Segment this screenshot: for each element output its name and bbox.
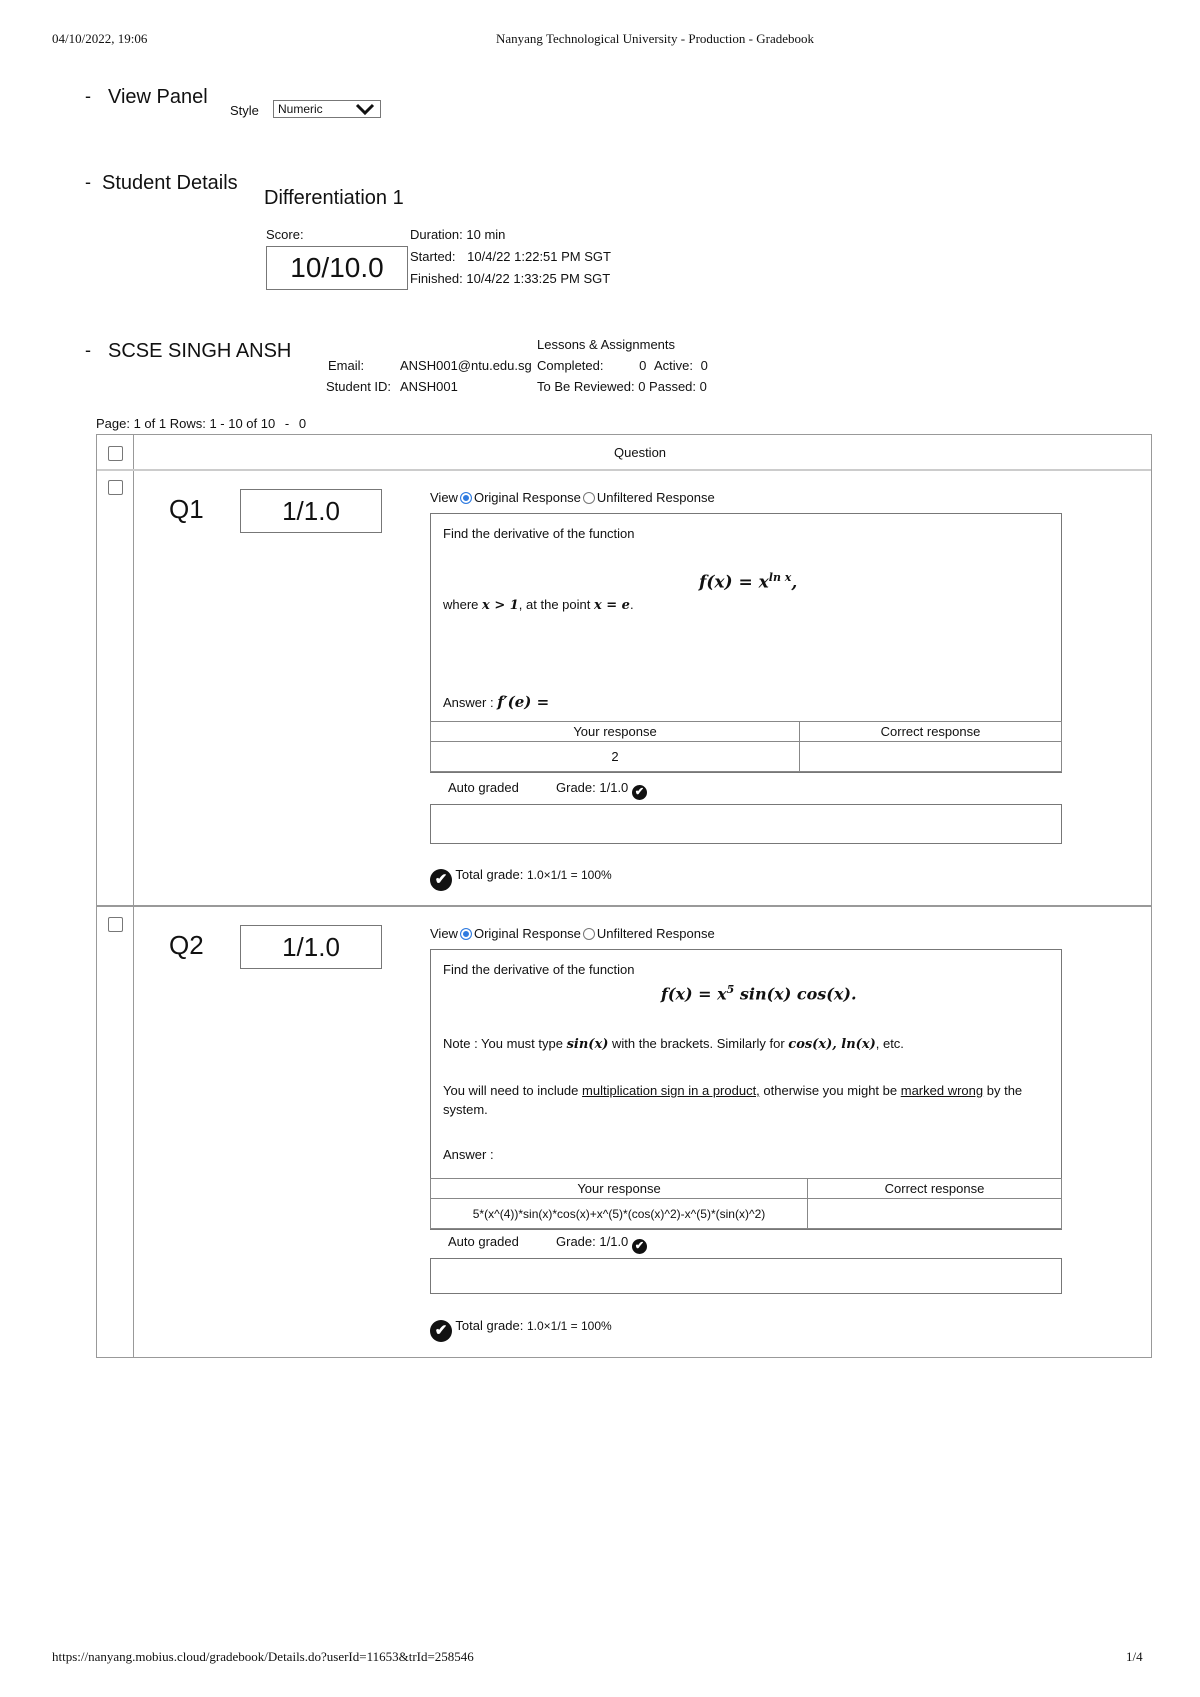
lessons-title: Lessons & Assignments <box>537 337 676 352</box>
select-all-checkbox[interactable] <box>108 446 123 461</box>
finished-row <box>410 271 610 286</box>
question-formula-q2 <box>661 983 857 1003</box>
total-grade-row-q2 <box>430 1318 612 1342</box>
question-prompt-q1: Find the derivative of the function <box>443 526 635 541</box>
question-prompt-q2: Find the derivative of the function <box>443 962 635 977</box>
grade-label-q1: Grade: <box>556 780 596 795</box>
total-label-q1: Total grade: <box>455 867 524 882</box>
correct-response-header-q1: Correct response <box>800 722 1062 742</box>
pagination <box>96 416 306 431</box>
formula-base-q1: f(x) = x <box>699 572 769 593</box>
formula-base-q2: f(x) = x <box>661 984 727 1004</box>
total-label-q2: Total grade: <box>455 1318 524 1333</box>
formula-tail-q2: sin(x) cos(x). <box>734 984 857 1004</box>
question-formula-q1 <box>699 571 797 593</box>
student-id-label: Student ID: <box>326 379 392 394</box>
pagination-dash: - <box>284 416 290 431</box>
total-value-q1: 1.0×1/1 = 100% <box>526 868 612 882</box>
passed-value: 0 <box>699 379 707 394</box>
formula-tail-q1: , <box>791 572 798 593</box>
where-point-q1: x = e <box>593 598 630 613</box>
feedback-box-q2[interactable] <box>430 1258 1062 1294</box>
view-options-q2 <box>430 926 715 941</box>
started-row <box>410 249 611 264</box>
started-label: Started: <box>410 249 456 264</box>
row-checkbox-q2[interactable] <box>108 917 123 932</box>
view-label-q1: View <box>430 490 458 505</box>
view-panel-toggle[interactable]: - <box>85 86 91 106</box>
question-panel-q1 <box>430 513 1062 773</box>
question-score-q1: 1/1.0 <box>240 489 382 533</box>
your-response-header-q2: Your response <box>431 1179 808 1199</box>
where-cond-q1: x > 1 <box>482 598 519 613</box>
header-divider <box>97 469 1151 471</box>
grade-value-q2: 1/1.0 <box>599 1234 629 1249</box>
view-label-q2: View <box>430 926 458 941</box>
passed-label: Passed: <box>649 379 697 394</box>
pagination-text: Page: 1 of 1 Rows: 1 - 10 of 10 <box>96 416 276 431</box>
formula-exponent-q2: 5 <box>726 983 735 996</box>
row-checkbox-q1[interactable] <box>108 480 123 495</box>
finished-value: 10/4/22 1:33:25 PM SGT <box>466 271 611 286</box>
score-label: Score: <box>266 227 304 242</box>
student-id-value: ANSH001 <box>400 379 458 394</box>
radio-unfiltered-q2[interactable] <box>583 928 595 940</box>
feedback-box-q1[interactable] <box>430 804 1062 844</box>
completed-row <box>537 358 708 373</box>
question-note-q2 <box>443 1036 1043 1052</box>
original-response-label-q1[interactable]: Original Response <box>473 490 581 505</box>
info-link-marked-wrong-q2[interactable]: marked wrong <box>900 1083 984 1098</box>
student-name: SCSE SINGH ANSH <box>108 340 292 362</box>
question-label-q1: Q1 <box>169 494 204 524</box>
where-mid-q1: , at the point <box>518 597 591 612</box>
original-response-label-q2[interactable]: Original Response <box>473 926 581 941</box>
note-cos-q2: cos(x), ln(x) <box>788 1037 876 1052</box>
unfiltered-response-label-q2[interactable]: Unfiltered Response <box>596 926 715 941</box>
student-toggle[interactable]: - <box>85 340 91 360</box>
duration-row <box>410 227 505 242</box>
auto-graded-q1: Auto graded <box>448 780 519 795</box>
duration-value: 10 min <box>466 227 506 242</box>
question-info-q2 <box>443 1081 1047 1119</box>
column-divider <box>133 435 134 1357</box>
correct-response-header-q2: Correct response <box>808 1179 1062 1199</box>
question-panel-q2 <box>430 949 1062 1230</box>
where-end-q1: . <box>629 597 634 612</box>
style-label: Style <box>230 103 259 118</box>
duration-label: Duration: <box>410 227 463 242</box>
question-score-q2: 1/1.0 <box>240 925 382 969</box>
auto-graded-q2: Auto graded <box>448 1234 519 1249</box>
answer-label-q1: Answer : <box>443 695 494 710</box>
info-pre-q2: You will need to include <box>443 1083 579 1098</box>
question-label-q2: Q2 <box>169 930 204 960</box>
active-label: Active: <box>653 358 693 373</box>
your-response-q2: 5*(x^(4))*sin(x)*cos(x)+x^(5)*(cos(x)^2)-x^(5)*(sin(x)^2) <box>431 1199 808 1229</box>
radio-unfiltered-q1[interactable] <box>583 492 595 504</box>
reviewed-row <box>537 379 707 394</box>
response-table-q1 <box>430 721 1062 772</box>
active-value: 0 <box>700 358 708 373</box>
score-box: 10/10.0 <box>266 246 408 290</box>
pagination-zero: 0 <box>298 416 307 431</box>
started-value: 10/4/22 1:22:51 PM SGT <box>467 249 611 264</box>
your-response-q1: 2 <box>431 742 800 772</box>
where-pre-q1: where <box>443 597 479 612</box>
question-header: Question <box>614 445 667 460</box>
info-link-multiplication-q2[interactable]: multiplication sign in a product, <box>582 1083 760 1098</box>
unfiltered-response-label-q1[interactable]: Unfiltered Response <box>596 490 715 505</box>
reviewed-label: To Be Reviewed: <box>537 379 635 394</box>
grade-value-q1: 1/1.0 <box>599 780 629 795</box>
answer-math-q1: f′(e) = <box>497 693 550 711</box>
total-grade-row-q1 <box>430 867 612 891</box>
finished-label: Finished: <box>410 271 463 286</box>
student-details-title: Student Details <box>102 172 238 194</box>
info-mid-q2: otherwise you might be <box>763 1083 898 1098</box>
note-pre-q2: Note : You must type <box>443 1036 563 1051</box>
question-condition-q1 <box>443 597 634 613</box>
view-panel-title: View Panel <box>108 86 208 108</box>
answer-row-q1 <box>443 693 549 711</box>
total-value-q2: 1.0×1/1 = 100% <box>526 1319 612 1333</box>
print-url: https://nanyang.mobius.cloud/gradebook/Details.do?userId=11653&trId=258546 <box>52 1649 474 1664</box>
email-value: ANSH001@ntu.edu.sg <box>400 358 532 373</box>
check-circle-icon: ✔ <box>632 785 647 800</box>
note-end-q2: , etc. <box>875 1036 904 1051</box>
print-title: Nanyang Technological University - Production - Gradebook <box>496 31 814 46</box>
note-mid-q2: with the brackets. Similarly for <box>611 1036 785 1051</box>
grade-label-q2: Grade: <box>556 1234 596 1249</box>
check-circle-icon: ✔ <box>632 1239 647 1254</box>
grade-row-q1 <box>556 780 647 800</box>
row-divider <box>97 905 1151 907</box>
student-details-toggle[interactable]: - <box>85 172 91 192</box>
grade-row-q2 <box>556 1234 647 1254</box>
answer-label-q2: Answer : <box>443 1147 494 1162</box>
your-response-header-q1: Your response <box>431 722 800 742</box>
info-end-q2: by the system. <box>443 1083 1023 1117</box>
check-circle-icon: ✔ <box>430 1320 452 1342</box>
reviewed-value: 0 <box>638 379 646 394</box>
formula-exponent-q1: ln x <box>768 571 792 584</box>
print-datetime: 04/10/2022, 19:06 <box>52 31 148 46</box>
assignment-title: Differentiation 1 <box>264 187 404 209</box>
style-select[interactable] <box>273 100 381 118</box>
view-options-q1 <box>430 490 715 505</box>
response-table-q2 <box>430 1178 1062 1229</box>
note-sin-q2: sin(x) <box>566 1037 609 1052</box>
style-select-value: Numeric <box>278 102 323 116</box>
correct-response-q2 <box>808 1199 1062 1229</box>
chevron-down-icon <box>354 102 376 120</box>
completed-value: 0 <box>639 358 647 373</box>
print-page-number: 1/4 <box>1126 1649 1143 1664</box>
completed-label: Completed: <box>537 358 604 373</box>
radio-original-q2[interactable] <box>460 928 472 940</box>
check-circle-icon: ✔ <box>430 869 452 891</box>
radio-original-q1[interactable] <box>460 492 472 504</box>
email-label: Email: <box>328 358 365 373</box>
correct-response-q1 <box>800 742 1062 772</box>
